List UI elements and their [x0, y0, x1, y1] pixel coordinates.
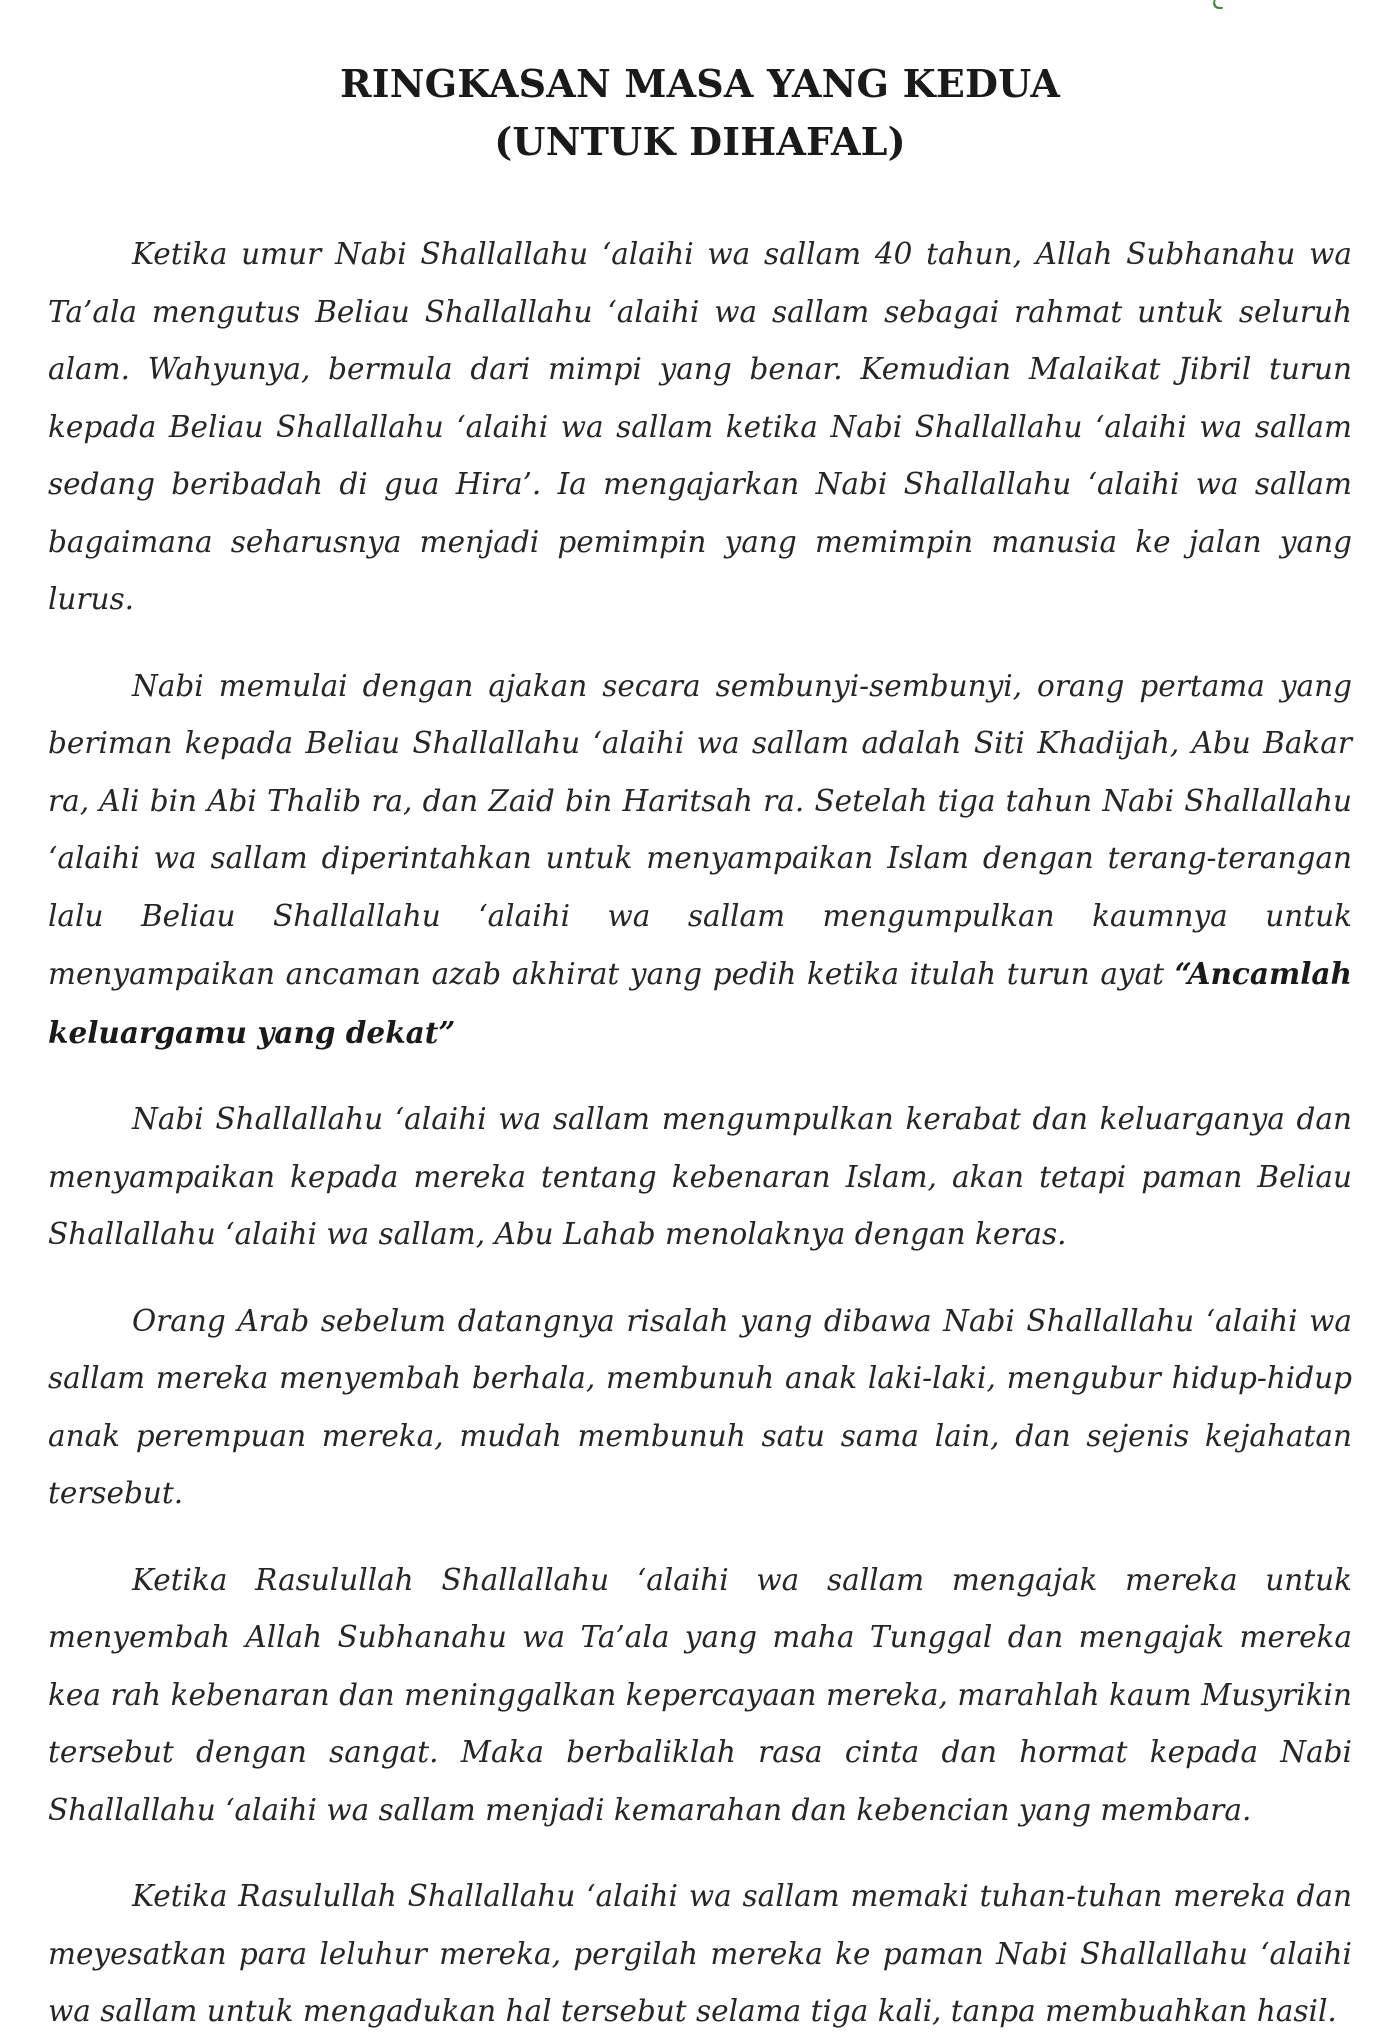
paragraph-1-text: Ketika umur Nabi Shallallahu ‘alaihi wa sallam 40 tahun, Allah Subhanahu wa Ta’ala mengutus Beliau Shallallahu ‘alaihi wa sallam sebagai rahmat untuk seluruh alam. Wahyunya, bermula dari mimpi yang benar. Kemudian Malaikat Jibril turun kepada Beliau Shallallahu ‘alaihi wa sallam ketika Nabi Shallallahu ‘alaihi wa sallam sedang beribadah di gua Hira’. Ia mengajarkan Nabi Shallallahu ‘alaihi wa sallam bagaimana seharusnya menjadi pemimpin yang memimpin manusia ke jalan yang lurus. [48, 237, 1352, 616]
paragraph-5-text: Ketika Rasulullah Shallallahu ‘alaihi wa sallam mengajak mereka untuk menyembah Allah Subhanahu wa Ta’ala yang maha Tunggal dan mengajak mereka kea rah kebenaran dan meninggalkan kepercayaan mereka, marahlah kaum Musyrikin tersebut dengan sangat. Maka berbaliklah rasa cinta dan hormat kepada Nabi Shallallahu ‘alaihi wa sallam menjadi kemarahan dan kebencian yang membara. [48, 1562, 1352, 1827]
paragraph-5 [48, 1552, 1352, 1840]
paragraph-4-text: Orang Arab sebelum datangnya risalah yang dibawa Nabi Shallallahu ‘alaihi wa sallam mereka menyembah berhala, membunuh anak laki-laki, mengubur hidup-hidup anak perempuan mereka, mudah membunuh satu sama lain, dan sejenis kejahatan tersebut. [48, 1303, 1352, 1510]
paragraph-2-text: Nabi memulai dengan ajakan secara sembunyi-sembunyi, orang pertama yang beriman kepada Beliau Shallallahu ‘alaihi wa sallam adalah Siti Khadijah, Abu Bakar ra, Ali bin Abi Thalib ra, dan Zaid bin Haritsah ra. Setelah tiga tahun Nabi Shallallahu ‘alaihi wa sallam diperintahkan untuk menyampaikan Islam dengan terang-terangan lalu Beliau Shallallahu ‘alaihi wa sallam mengumpulkan kaumnya untuk menyampaikan ancaman azab akhirat yang pedih ketika itulah turun ayat [48, 668, 1352, 991]
paragraph-3 [48, 1091, 1352, 1264]
page-title [48, 55, 1352, 171]
paragraph-6-text: Ketika Rasulullah Shallallahu ‘alaihi wa sallam memaki tuhan-tuhan mereka dan meyesatkan para leluhur mereka, pergilah mereka ke paman Nabi Shallallahu ‘alaihi wa sallam untuk mengadukan hal tersebut selama tiga kali, tanpa membuahkan hasil. [48, 1879, 1352, 2028]
title-line-1: RINGKASAN MASA YANG KEDUA [339, 61, 1061, 106]
corner-ornament [1210, 0, 1225, 9]
paragraph-6 [48, 1868, 1352, 2041]
document-body [48, 226, 1352, 2041]
title-line-2: (UNTUK DIHAFAL) [494, 119, 906, 164]
paragraph-4 [48, 1293, 1352, 1523]
paragraph-2 [48, 658, 1352, 1063]
paragraph-1 [48, 226, 1352, 629]
quoted-verse: “Ancamlah keluargamu yang dekat” [48, 956, 1352, 1050]
paragraph-3-text: Nabi Shallallahu ‘alaihi wa sallam mengumpulkan kerabat dan keluarganya dan menyampaikan kepada mereka tentang kebenaran Islam, akan tetapi paman Beliau Shallallahu ‘alaihi wa sallam, Abu Lahab menolaknya dengan keras. [48, 1102, 1352, 1251]
